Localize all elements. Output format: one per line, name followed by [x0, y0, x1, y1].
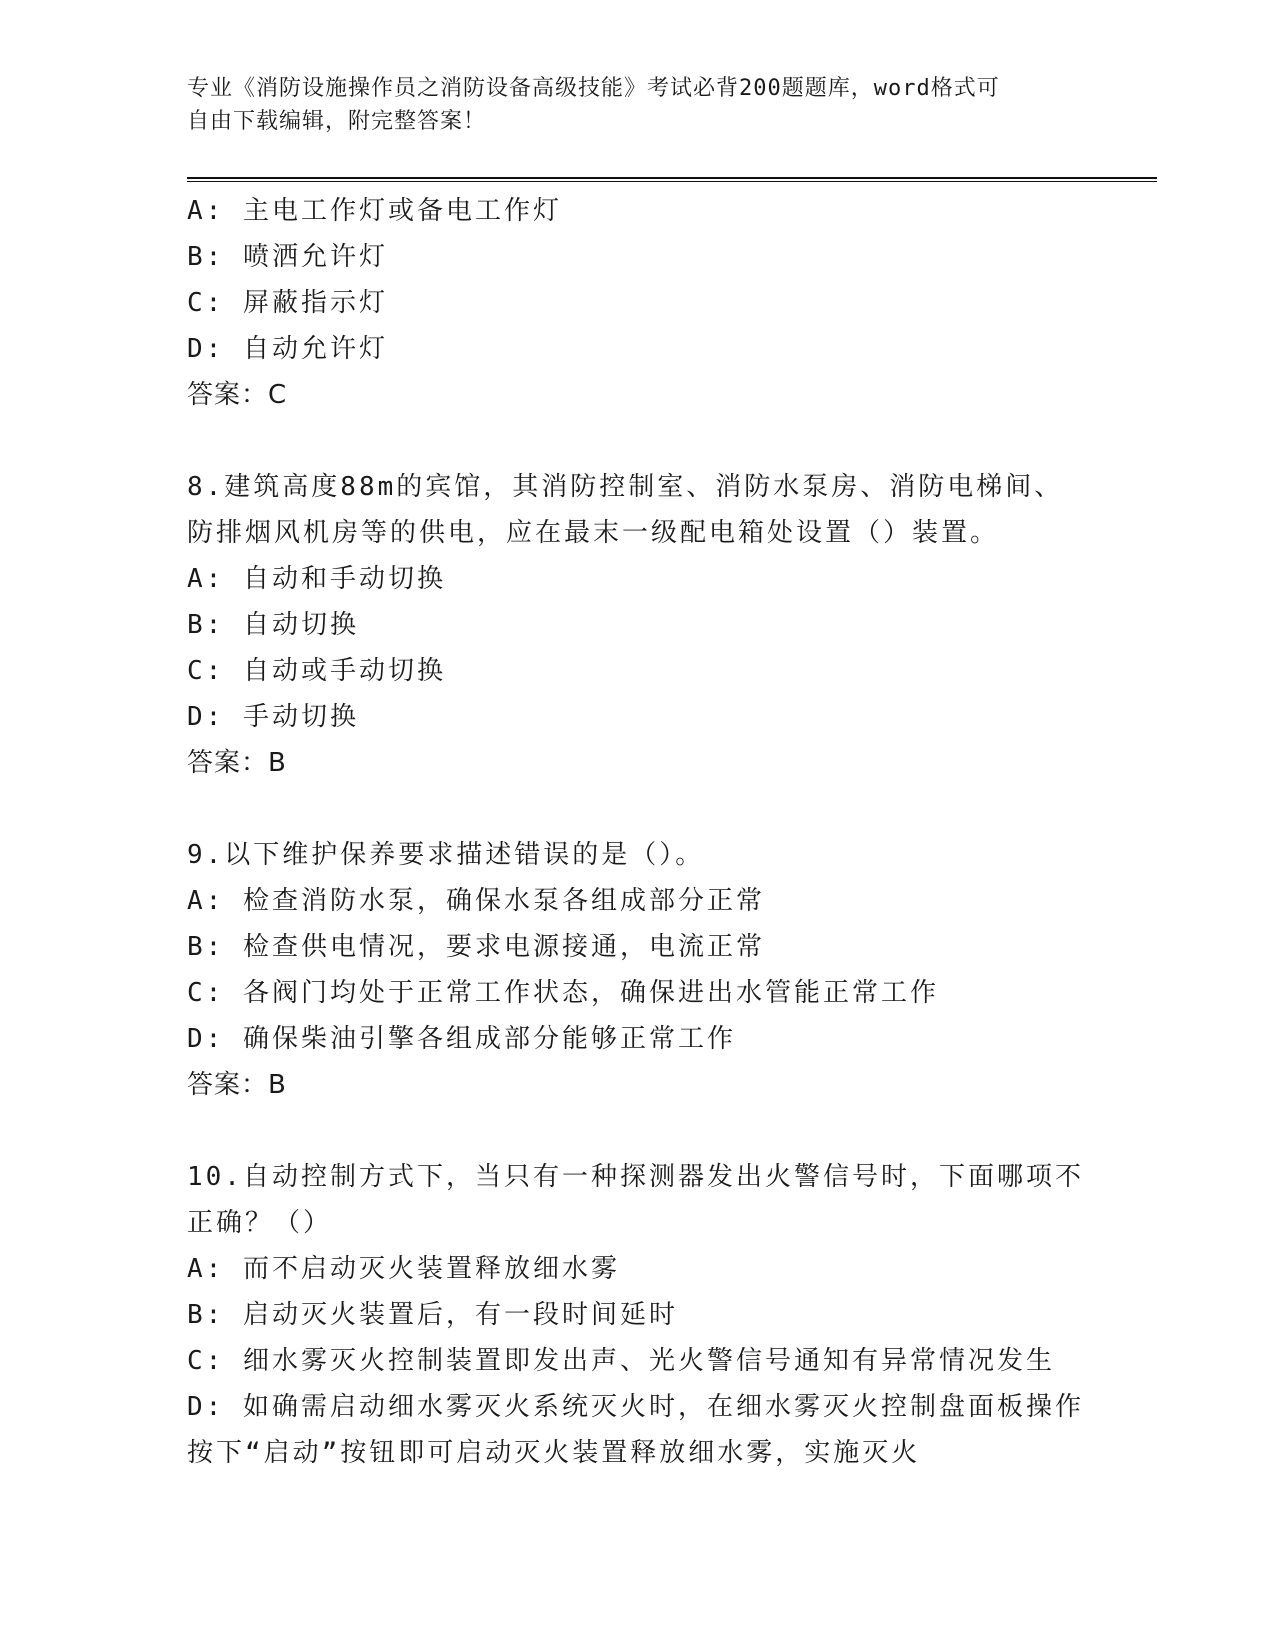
header-line-1: 专业《消防设施操作员之消防设备高级技能》考试必背200题题库，word格式可 [187, 76, 1000, 101]
option-b: B: 喷洒允许灯 [187, 242, 388, 272]
answer-line: 答案：B [187, 1070, 287, 1100]
option-c: C: 细水雾灭火控制装置即发出声、光火警信号通知有异常情况发生 [187, 1346, 1055, 1376]
question-9 [187, 832, 1087, 1108]
answer-line: 答案：B [187, 748, 287, 778]
option-b: B: 自动切换 [187, 610, 359, 640]
option-a: A: 检查消防水泵，确保水泵各组成部分正常 [187, 886, 765, 916]
option-a: A: 而不启动灭火装置释放细水雾 [187, 1254, 620, 1284]
header-divider-thin [187, 181, 1157, 182]
spacer [187, 786, 1087, 832]
question-stem: 10.自动控制方式下，当只有一种探测器发出火警信号时，下面哪项不 [187, 1162, 1084, 1192]
header-divider-thick [187, 177, 1157, 179]
option-d-continued: 按下“启动”按钮即可启动灭火装置释放细水雾，实施灭火 [187, 1438, 921, 1468]
option-c: C: 自动或手动切换 [187, 656, 446, 686]
option-b: B: 启动灭火装置后，有一段时间延时 [187, 1300, 678, 1330]
document-header [187, 72, 1087, 138]
spacer [187, 418, 1087, 464]
option-b: B: 检查供电情况，要求电源接通，电流正常 [187, 932, 765, 962]
option-a: A: 自动和手动切换 [187, 564, 446, 594]
option-a: A: 主电工作灯或备电工作灯 [187, 196, 562, 226]
question-stem: 8.建筑高度88m的宾馆，其消防控制室、消防水泵房、消防电梯间、 [187, 472, 1064, 502]
header-line-2: 自由下载编辑，附完整答案！ [187, 109, 487, 134]
question-10 [187, 1154, 1087, 1476]
question-stem: 防排烟风机房等的供电，应在最末一级配电箱处设置（）装置。 [187, 518, 1000, 548]
option-c: C: 各阀门均处于正常工作状态，确保进出水管能正常工作 [187, 978, 939, 1008]
option-d: D: 自动允许灯 [187, 334, 388, 364]
question-stem: 9.以下维护保养要求描述错误的是（）。 [187, 840, 705, 870]
question-stem: 正确？（） [187, 1208, 333, 1238]
option-d: D: 确保柴油引擎各组成部分能够正常工作 [187, 1024, 736, 1054]
spacer [187, 1108, 1087, 1154]
option-d: D: 如确需启动细水雾灭火系统灭火时，在细水雾灭火控制盘面板操作 [187, 1392, 1084, 1422]
option-c: C: 屏蔽指示灯 [187, 288, 388, 318]
answer-line: 答案：C [187, 380, 288, 410]
option-d: D: 手动切换 [187, 702, 359, 732]
question-8 [187, 464, 1087, 786]
question-list [187, 188, 1087, 1476]
question-7-tail [187, 188, 1087, 418]
